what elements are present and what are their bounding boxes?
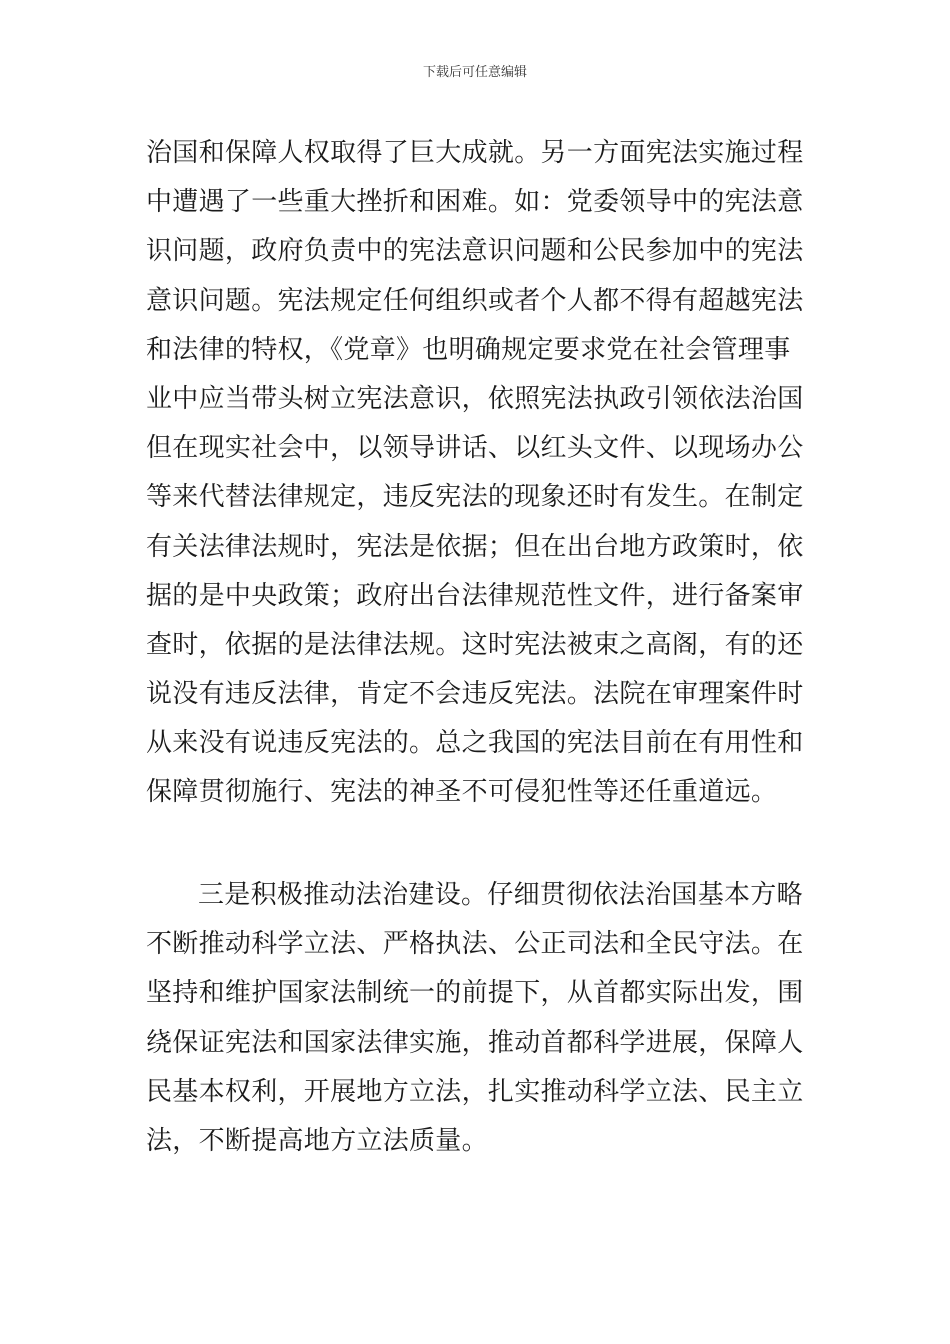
paragraph-line: 说没有违反法律，肯定不会违反宪法。法院在审理案件时 (146, 679, 804, 710)
paragraph-first-line: 三是积极推动法治建设。仔细贯彻依法治国基本方略 (198, 880, 803, 910)
paragraph-line: 中遭遇了一些重大挫折和困难。如：党委领导中的宪法意 (146, 187, 804, 218)
paragraph-line: 有关法律法规时，宪法是依据；但在出台地方政策时，依 (146, 531, 804, 562)
paragraph-line: 法，不断提高地方立法质量。 (146, 1125, 488, 1156)
paragraph-1 (146, 129, 806, 818)
paragraph-line: 识问题，政府负责中的宪法意识问题和公民参加中的宪法 (146, 236, 804, 267)
paragraph-line: 和法律的特权，《党章》也明确规定要求党在社会管理事 (146, 334, 791, 365)
paragraph-line: 但在现实社会中，以领导讲话、以红头文件、以现场办公 (146, 433, 804, 464)
paragraph-line: 坚持和维护国家法制统一的前提下，从首都实际出发，围 (146, 978, 804, 1009)
paragraph-line: 业中应当带头树立宪法意识，依照宪法执政引领依法治国 (146, 383, 804, 414)
paragraph-line: 绕保证宪法和国家法律实施，推动首都科学进展，保障人 (146, 1027, 804, 1058)
paragraph-line: 治国和保障人权取得了巨大成就。另一方面宪法实施过程 (146, 138, 804, 168)
paragraph-line: 从来没有说违反宪法的。总之我国的宪法目前在有用性和 (146, 728, 804, 759)
paragraph-line: 据的是中央政策；政府出台法律规范性文件，进行备案审 (146, 580, 804, 611)
paragraph-line: 不断推动科学立法、严格执法、公正司法和全民守法。在 (146, 929, 804, 960)
paragraph-line: 保障贯彻施行、宪法的神圣不可侵犯性等还任重道远。 (146, 777, 778, 808)
paragraph-line: 查时，依据的是法律法规。这时宪法被束之高阁，有的还 (146, 629, 804, 660)
paragraph-line: 民基本权利，开展地方立法，扎实推动科学立法、民主立 (146, 1076, 804, 1107)
paragraph-line: 意识问题。宪法规定任何组织或者个人都不得有超越宪法 (146, 285, 804, 316)
page-header: 下载后可任意编辑 (422, 65, 527, 80)
paragraph-line: 等来代替法律规定，违反宪法的现象还时有发生。在制定 (146, 482, 804, 513)
paragraph-2 (146, 871, 806, 1166)
